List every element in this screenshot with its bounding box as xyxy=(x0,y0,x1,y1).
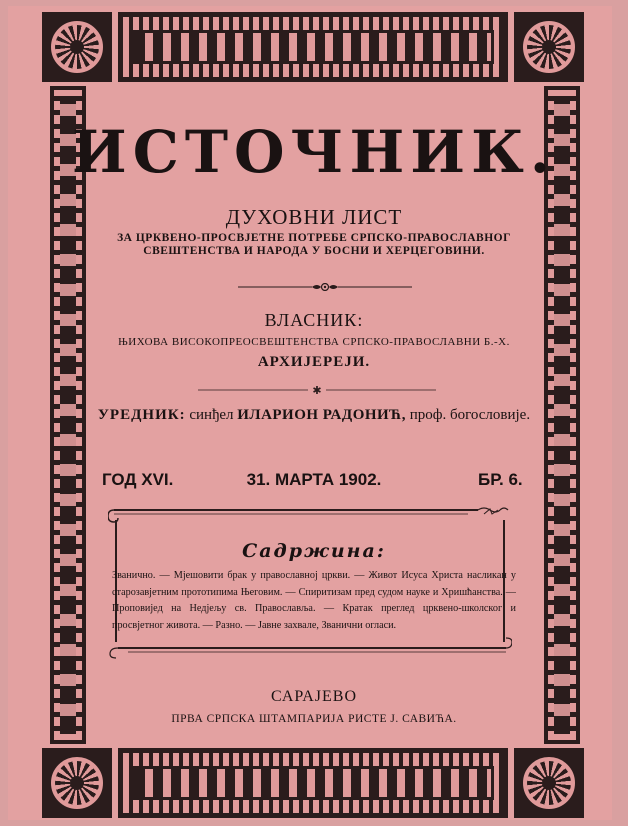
contents-list: Званично. — Мјешовити брак у православној цркви. — Живот Исуса Христа насликан у старозавјетним прототипима Његовим. — Спиритизам пред судом науке и Хришћанства. — Проповијед на Недјељу св. Православља. — Кратак преглед црквено-школског и просвјетног живота. — Разно. — Јавне захвале, Званични огласи. xyxy=(112,570,516,631)
corner-rosette-icon xyxy=(514,748,584,818)
ornamental-rule-icon xyxy=(238,283,412,291)
purpose-line-1: ЗА ЦРКВЕНО-ПРОСВЈЕТНЕ ПОТРЕБЕ СРПСКО-ПРАВОСЛАВНОГ xyxy=(117,232,511,244)
editor-name: ИЛАРИОН РАДОНИЋ, xyxy=(237,407,406,423)
owner-name: АРХИЈЕРЕЈИ. xyxy=(257,354,371,370)
issue-year: ГОД XVI. xyxy=(102,470,174,489)
issue-date: 31. МАРТА 1902. xyxy=(246,470,382,489)
contents-title: Садржина: xyxy=(242,540,386,562)
corner-rosette-icon xyxy=(42,748,112,818)
owner-description: ЊИХОВА ВИСОКОПРЕОСВЕШТЕНСТВА СРПСКО-ПРАВОСЛАВНИ Б.-Х. xyxy=(118,336,510,348)
corner-rosette-icon xyxy=(514,12,584,82)
bottom-border-band xyxy=(118,748,508,818)
journal-subtitle: ДУХОВНИ ЛИСТ xyxy=(225,205,403,229)
owner-label: ВЛАСНИК: xyxy=(264,310,364,330)
issue-number: БР. 6. xyxy=(478,470,523,489)
editor-label: УРЕДНИК: xyxy=(97,407,186,423)
journal-purpose xyxy=(0,232,628,258)
editor-rank: синђел xyxy=(189,407,234,423)
editor-role: проф. богословије. xyxy=(409,407,531,423)
corner-rosette-icon xyxy=(42,12,112,82)
purpose-line-2: СВЕШТЕНСТВА И НАРОДА У БОСНИ И ХЕРЦЕГОВИНИ. xyxy=(143,245,485,257)
imprint-city: САРАЈЕВО xyxy=(270,688,358,705)
imprint-printer: ПРВА СРПСКА ШТАМПАРИЈА РИСТЕ Ј. САВИЋА. xyxy=(171,713,457,725)
svg-text:✱: ✱ xyxy=(312,385,322,395)
top-border-band xyxy=(118,12,508,82)
star-rule-icon xyxy=(198,385,436,395)
journal-title: ИСТОЧНИК. xyxy=(71,118,557,186)
editor-line xyxy=(0,407,628,424)
